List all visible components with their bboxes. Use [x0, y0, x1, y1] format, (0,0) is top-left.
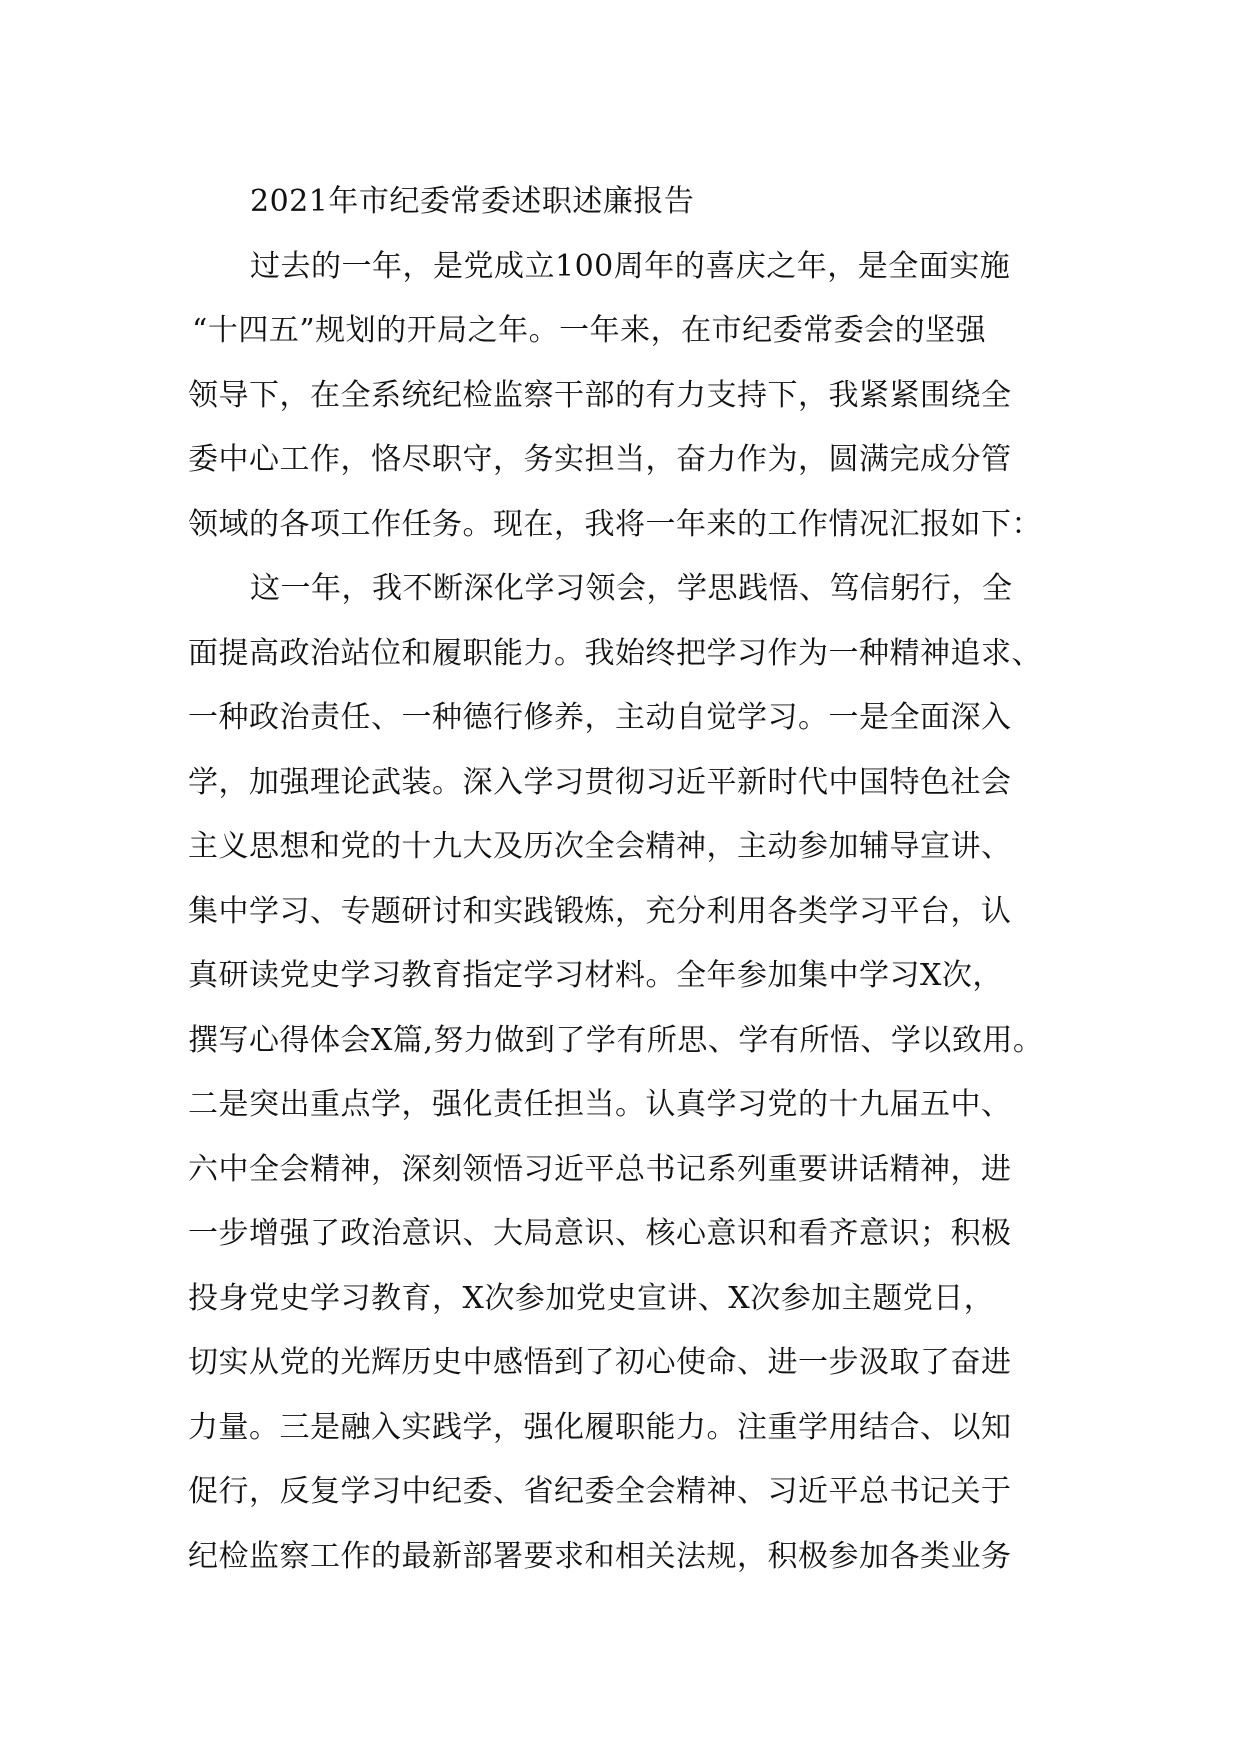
paragraph-line: 六中全会精神，深刻领悟习近平总书记系列重要讲话精神，进 [188, 1151, 1012, 1187]
paragraph-line: 一步增强了政治意识、大局意识、核心意识和看齐意识；积极 [188, 1216, 1012, 1251]
paragraph-line: “十四五”规划的开局之年。一年来，在市纪委常委会的坚强 [192, 313, 987, 348]
paragraph-line: 切实从党的光辉历史中感悟到了初心使命、进一步汲取了奋进 [188, 1345, 1012, 1380]
paragraph-line: 纪检监察工作的最新部署要求和相关法规，积极参加各类业务 [188, 1538, 1012, 1574]
paragraph-line: 促行，反复学习中纪委、省纪委全会精神、习近平总书记关于 [188, 1474, 1012, 1509]
paragraph-line: 二是突出重点学，强化责任担当。认真学习党的十九届五中、 [188, 1087, 1012, 1122]
paragraph-line: 撰写心得体会X篇,努力做到了学有所思、学有所悟、学以致用。 [188, 1022, 1044, 1058]
paragraph-line: 这一年，我不断深化学习领会，学思践悟、笃信躬行，全 [250, 571, 1013, 606]
paragraph-line: 一种政治责任、一种德行修养，主动自觉学习。一是全面深入 [188, 700, 1012, 735]
paragraph-line: 学，加强理论武装。深入学习贯彻习近平新时代中国特色社会 [188, 764, 1012, 800]
paragraph-line: 主义思想和党的十九大及历次全会精神，主动参加辅导宣讲、 [188, 829, 1012, 864]
paragraph-line: 力量。三是融入实践学，强化履职能力。注重学用结合、以知 [188, 1409, 1012, 1445]
document-body [188, 170, 1068, 1589]
paragraph-line: 面提高政治站位和履职能力。我始终把学习作为一种精神追求、 [188, 635, 1042, 671]
document-title: 2021年市纪委常委述职述廉报告 [250, 184, 695, 219]
paragraph-line: 集中学习、专题研讨和实践锻炼，充分利用各类学习平台，认 [188, 893, 1012, 929]
paragraph-line: 过去的一年，是党成立100周年的喜庆之年，是全面实施 [250, 248, 1011, 284]
paragraph-line: 领域的各项工作任务。现在，我将一年来的工作情况汇报如下： [188, 506, 1042, 542]
paragraph-line: 领导下，在全系统纪检监察干部的有力支持下，我紧紧围绕全 [188, 377, 1012, 413]
paragraph-line: 委中心工作，恪尽职守，务实担当，奋力作为，圆满完成分管 [188, 442, 1012, 477]
paragraph-line: 投身党史学习教育，X次参加党史宣讲、X次参加主题党日， [188, 1280, 995, 1316]
paragraph-line: 真研读党史学习教育指定学习材料。全年参加集中学习X次， [188, 958, 1003, 993]
